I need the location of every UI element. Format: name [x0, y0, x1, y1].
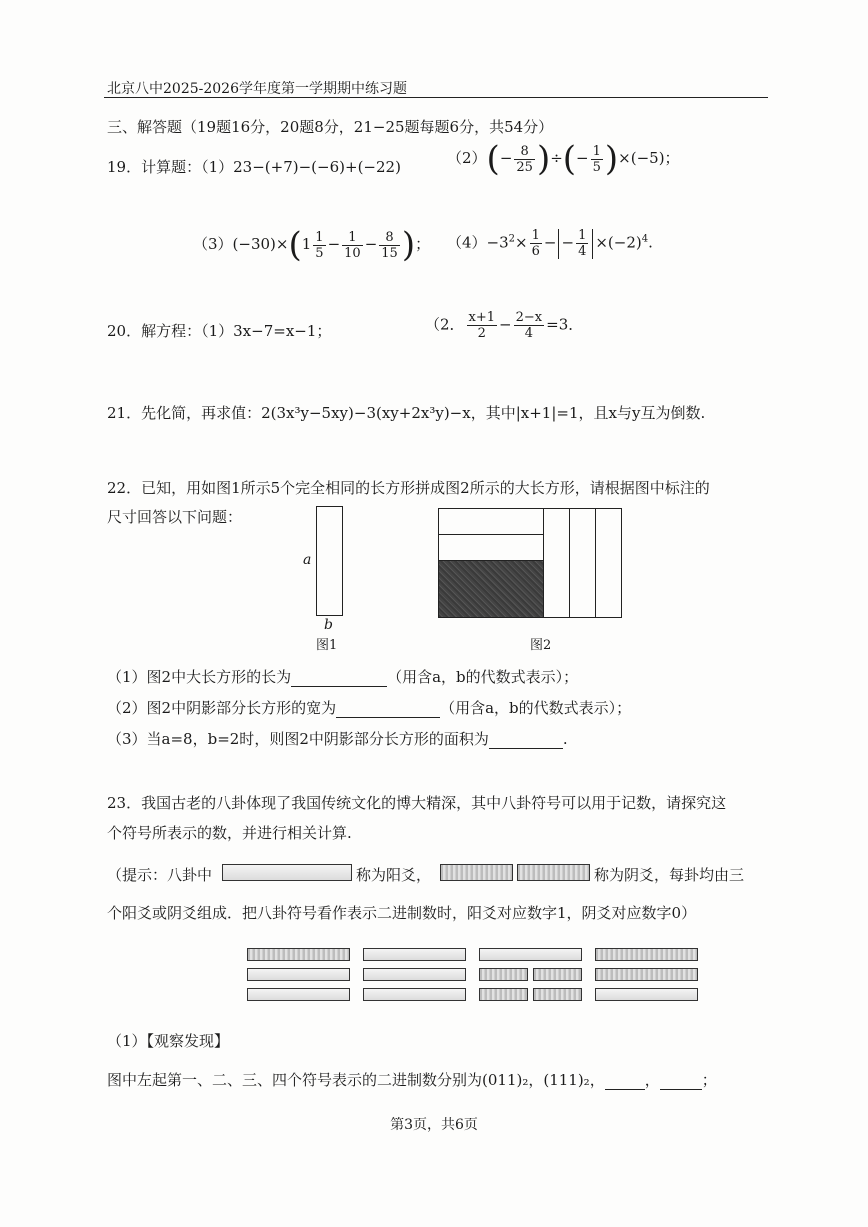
q21-expr: 2(3x³y−5xy)−3(xy+2x³y)−x: [261, 404, 471, 422]
q19-p2-label: （2）: [447, 149, 487, 167]
q19-p3-label: （3）: [193, 235, 233, 253]
answer-blank[interactable]: [336, 717, 440, 718]
q22-sub2: （2）图2中阴影部分长方形的宽为 （用含a，b的代数式表示）；: [107, 699, 632, 717]
fraction: $\frac{8}{15}$: [381, 229, 398, 261]
trigram-line: [533, 968, 582, 981]
trigram-line: [363, 988, 466, 1001]
q23-hint-mid: 称为阳爻，: [356, 866, 432, 884]
trigram-line: [479, 988, 528, 1001]
figure1-rectangle: [316, 506, 343, 616]
figure2-vertical-rect-2: [569, 508, 596, 618]
figure1-label-b: b: [324, 617, 333, 633]
fraction: $\frac{1}{6}$: [531, 228, 540, 259]
yin-yao-right: [517, 864, 590, 881]
answer-blank[interactable]: [605, 1089, 645, 1090]
fraction: $\frac{8}{25}$: [516, 143, 533, 175]
figure2-shaded-region: [438, 560, 544, 618]
q21-line: [107, 402, 705, 423]
trigram-line: [247, 968, 350, 981]
figure2-caption: 图2: [530, 638, 552, 653]
q20-p2: （2． $\frac{x+1}{2}$ − $\frac{2-x}{4}$ =3．: [425, 310, 584, 341]
trigram-line: [363, 948, 466, 961]
page-header-title: 北京八中2025-2026学年度第一学期期中练习题: [107, 81, 407, 97]
q23-hint-pre: （提示：八卦中: [107, 866, 213, 884]
trigram-line: [595, 968, 698, 981]
q19-p1-expr: 23−(+7)−(−6)+(−22): [233, 158, 401, 176]
q19-p2-tail: ×(−5)；: [618, 149, 680, 167]
trigram-line: [479, 968, 528, 981]
fraction: $\frac{1}{5}$: [315, 229, 324, 261]
yang-yao-symbol: [222, 864, 352, 881]
q19-line1: [107, 156, 401, 177]
figure2-horizontal-rect-2: [438, 534, 544, 561]
q19-p3: （3）(−30)×(1 $\frac{1}{5}$ − $\frac{1}{10}$ − $\frac{8}{15}$ )；: [193, 225, 431, 265]
q23-observe-heading: （1）【观察发现】: [107, 1032, 230, 1050]
q22-line2: 尺寸回答以下问题：: [107, 508, 243, 526]
fraction: $\frac{1}{4}$: [578, 228, 587, 259]
q19-p1-label: （1）: [201, 158, 234, 176]
trigram-line: [595, 948, 698, 961]
q23-hint-post: 称为阴爻，每卦均由三: [594, 866, 745, 884]
yin-yao-left: [440, 864, 513, 881]
q19-p3-lead: (−30)×: [232, 235, 289, 253]
figure2-horizontal-rect-1: [438, 508, 544, 535]
answer-blank[interactable]: [660, 1089, 702, 1090]
q23-line4: 个阳爻或阴爻组成．把八卦符号看作表示二进制数时，阳爻对应数字1，阴爻对应数字0）: [107, 904, 697, 922]
trigram-line: [247, 988, 350, 1001]
figure1-caption: 图1: [316, 638, 338, 653]
page-footer: 第3页，共6页: [390, 1117, 478, 1133]
answer-blank[interactable]: [489, 748, 563, 749]
trigram-line: [479, 948, 582, 961]
answer-blank[interactable]: [291, 686, 387, 687]
fraction: $\frac{1}{5}$: [592, 143, 601, 175]
q19-p4: $(4)-3^2\times$ $\frac{1}{6}$ − − $\frac{1}{4}$ $\times(-2)^4$.: [447, 228, 653, 259]
q21-label: 21．先化简，再求值：: [107, 404, 262, 422]
q22-sub1: （1）图2中大长方形的长为 （用含a，b的代数式表示）；: [107, 668, 579, 686]
trigram-line: [533, 988, 582, 1001]
fraction: $\frac{2-x}{4}$: [515, 310, 543, 341]
figure2-vertical-rect-3: [595, 508, 622, 618]
q19-p2: （2）(− $\frac{8}{25}$ )÷(− $\frac{1}{5}$ )×(−5)；: [447, 139, 680, 179]
q21-condition: ，其中|x+1|=1，且x与y互为倒数.: [470, 404, 706, 422]
fraction: $\frac{x+1}{2}$: [468, 310, 496, 341]
trigram-line: [595, 988, 698, 1001]
q23-line2: 个符号所表示的数，并进行相关计算.: [107, 824, 352, 842]
trigram-line: [247, 948, 350, 961]
q23-observe-line: 图中左起第一、二、三、四个符号表示的二进制数分别为(011)₂，(111)₂， ， ；: [107, 1071, 717, 1089]
q19-p4-label: （4）: [447, 233, 487, 252]
q23-line1: 23．我国古老的八卦体现了我国传统文化的博大精深，其中八卦符号可以用于记数，请探究这: [107, 794, 727, 812]
fraction: $\frac{1}{10}$: [344, 229, 361, 261]
q22-sub3: （3）当a=8，b=2时，则图2中阴影部分长方形的面积为 .: [107, 730, 568, 748]
q20-p1-expr: 3x−7=x−1；: [233, 322, 332, 340]
figure2-vertical-rect-1: [543, 508, 570, 618]
section-heading: 三、解答题（19题16分，20题8分，21−25题每题6分，共54分）: [107, 118, 554, 136]
trigram-line: [363, 968, 466, 981]
q20-line: 20．解方程：（1）3x−7=x−1；: [107, 322, 332, 340]
figure1-label-a: a: [303, 552, 312, 568]
q20-label: 20．解方程：: [107, 322, 202, 340]
header-divider: [104, 97, 768, 98]
q19-label: 19．计算题：: [107, 158, 202, 176]
q22-line1: 22．已知，用如图1所示5个完全相同的长方形拼成图2所示的大长方形，请根据图中标注的: [107, 479, 710, 497]
